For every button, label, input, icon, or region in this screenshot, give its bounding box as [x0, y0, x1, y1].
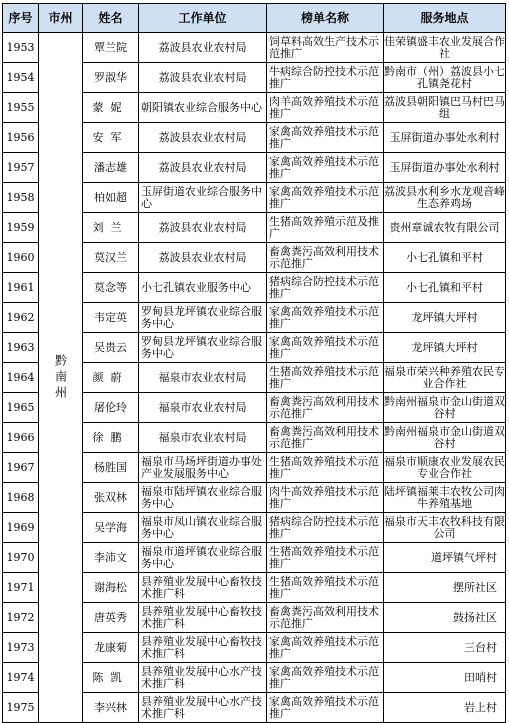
service-place: 玉屏街道办事处水利村	[384, 153, 506, 183]
service-place: 佳荣镇盛丰农业发展合作社	[384, 33, 506, 63]
work-unit: 县养殖业发展中心水产技术推广科	[139, 693, 267, 723]
service-place: 龙坪镇大坪村	[384, 303, 506, 333]
person-name: 覃兰院	[83, 33, 139, 63]
person-name: 刘兰	[83, 213, 139, 243]
person-name: 吴学海	[83, 513, 139, 543]
table-header-row	[3, 4, 506, 33]
row-number: 1975	[3, 693, 39, 723]
list-name: 猪病综合防控技术示范推广	[267, 273, 384, 303]
service-place: 道坪镇气坪村	[384, 543, 506, 573]
row-number: 1974	[3, 663, 39, 693]
person-name: 张双林	[83, 483, 139, 513]
work-unit: 荔波县农业农村局	[139, 243, 267, 273]
service-place: 黔南州福泉市金山街道双谷村	[384, 393, 506, 423]
row-number: 1967	[3, 453, 39, 483]
row-number: 1970	[3, 543, 39, 573]
work-unit: 罗甸县龙坪镇农业综合服务中心	[139, 303, 267, 333]
work-unit: 荔波县农业农村局	[139, 123, 267, 153]
header-no: 序号	[3, 4, 39, 33]
list-name: 生猪高效养殖示范及推广	[267, 213, 384, 243]
row-number: 1969	[3, 513, 39, 543]
row-number: 1963	[3, 333, 39, 363]
row-number: 1956	[3, 123, 39, 153]
person-name: 蒙妮	[83, 93, 139, 123]
row-number: 1966	[3, 423, 39, 453]
row-number: 1971	[3, 573, 39, 603]
service-place: 三台村	[384, 633, 506, 663]
header-list: 榜单名称	[267, 4, 384, 33]
list-name: 牛病综合防控技术示范推广	[267, 63, 384, 93]
row-number: 1959	[3, 213, 39, 243]
service-place: 荔波县水利乡水龙观音峰生态养鸡场	[384, 183, 506, 213]
work-unit: 福泉市农业农村局	[139, 363, 267, 393]
row-number: 1972	[3, 603, 39, 633]
work-unit: 朝阳镇农业综合服务中心	[139, 93, 267, 123]
header-place: 服务地点	[384, 4, 506, 33]
work-unit: 福泉市农业农村局	[139, 393, 267, 423]
person-name: 颜蔚	[83, 363, 139, 393]
prefecture-cell: 黔南州	[39, 33, 83, 723]
list-name: 生猪高效养殖技术示范推广	[267, 573, 384, 603]
work-unit: 福泉市凤山镇农业综合服务中心	[139, 513, 267, 543]
work-unit: 福泉市道坪镇农业综合服务中心	[139, 543, 267, 573]
person-name: 安军	[83, 123, 139, 153]
list-name: 肉牛高效养殖技术示范推广	[267, 483, 384, 513]
list-name: 畜禽粪污高效利用技术示范推广	[267, 243, 384, 273]
list-name: 生猪高效养殖技术示范推广	[267, 453, 384, 483]
service-place: 田哨村	[384, 663, 506, 693]
list-name: 饲草料高效生产技术示范推广	[267, 33, 384, 63]
list-name: 家禽高效养殖技术示范推广	[267, 333, 384, 363]
work-unit: 县养殖业发展中心水产技术推广科	[139, 663, 267, 693]
row-number: 1962	[3, 303, 39, 333]
person-name: 杨胜国	[83, 453, 139, 483]
service-place: 黔南市（州）荔波县小七孔镇尧花村	[384, 63, 506, 93]
work-unit: 县养殖业发展中心畜牧技术推广科	[139, 603, 267, 633]
person-name: 莫念等	[83, 273, 139, 303]
list-name: 家禽高效养殖技术示范推广	[267, 693, 384, 723]
list-name: 家禽高效养殖技术示范推广	[267, 123, 384, 153]
service-place: 荔波县朝阳镇巴马村巴马组	[384, 93, 506, 123]
service-place: 鼓扬社区	[384, 603, 506, 633]
person-name: 吴贵云	[83, 333, 139, 363]
work-unit: 县养殖业发展中心畜牧技术推广科	[139, 573, 267, 603]
person-name: 龙康菊	[83, 633, 139, 663]
row-number: 1961	[3, 273, 39, 303]
service-place: 福泉市天丰农牧科技有限公司	[384, 513, 506, 543]
person-name: 柏如超	[83, 183, 139, 213]
work-unit: 荔波县农业农村局	[139, 153, 267, 183]
list-name: 家禽高效养殖技术示范推广	[267, 663, 384, 693]
work-unit: 小七孔镇农业服务中心	[139, 273, 267, 303]
award-list-table	[2, 3, 506, 723]
work-unit: 县养殖业发展中心畜牧技术推广科	[139, 633, 267, 663]
service-place: 岩上村	[384, 693, 506, 723]
service-place: 黔南州福泉市金山街道双谷村	[384, 423, 506, 453]
person-name: 谢海松	[83, 573, 139, 603]
list-name: 家禽高效养殖技术示范推广	[267, 633, 384, 663]
service-place: 小七孔镇和平村	[384, 273, 506, 303]
header-prefecture: 市州	[39, 4, 83, 33]
list-name: 畜禽粪污高效利用技术示范推广	[267, 393, 384, 423]
work-unit: 荔波县农业农村局	[139, 33, 267, 63]
row-number: 1964	[3, 363, 39, 393]
service-place: 福泉市顺康农业发展农民专业合作社	[384, 453, 506, 483]
header-name: 姓名	[83, 4, 139, 33]
service-place: 贵州章诚农牧有限公司	[384, 213, 506, 243]
list-name: 家禽高效养殖技术示范推广	[267, 303, 384, 333]
work-unit: 福泉市陆坪镇农业综合服务中心	[139, 483, 267, 513]
list-name: 猪病综合防控技术示范推广	[267, 513, 384, 543]
row-number: 1960	[3, 243, 39, 273]
person-name: 陈凯	[83, 663, 139, 693]
person-name: 韦定英	[83, 303, 139, 333]
row-number: 1965	[3, 393, 39, 423]
row-number: 1973	[3, 633, 39, 663]
service-place: 陆坪镇福莱丰农牧公司肉牛养殖基地	[384, 483, 506, 513]
person-name: 潘志雄	[83, 153, 139, 183]
work-unit: 玉屏街道农业综合服务中心	[139, 183, 267, 213]
row-number: 1955	[3, 93, 39, 123]
work-unit: 福泉市农业农村局	[139, 423, 267, 453]
person-name: 莫汉兰	[83, 243, 139, 273]
service-place: 小七孔镇和平村	[384, 243, 506, 273]
list-name: 生猪高效养殖技术示范推广	[267, 543, 384, 573]
person-name: 罗淑华	[83, 63, 139, 93]
person-name: 唐英秀	[83, 603, 139, 633]
row-number: 1968	[3, 483, 39, 513]
list-name: 生猪高效养殖技术示范推广	[267, 363, 384, 393]
list-name: 家禽高效养殖技术示范推广	[267, 183, 384, 213]
row-number: 1954	[3, 63, 39, 93]
row-number: 1958	[3, 183, 39, 213]
list-name: 家禽高效养殖技术示范推广	[267, 153, 384, 183]
service-place: 福泉市荣兴种养殖农民专业合作社	[384, 363, 506, 393]
person-name: 屠伦玲	[83, 393, 139, 423]
header-unit: 工作单位	[139, 4, 267, 33]
person-name: 徐鹏	[83, 423, 139, 453]
work-unit: 荔波县农业农村局	[139, 63, 267, 93]
list-name: 畜禽粪污高效利用技术示范推广	[267, 603, 384, 633]
service-place: 龙坪镇大坪村	[384, 333, 506, 363]
list-name: 畜禽粪污高效利用技术示范推广	[267, 423, 384, 453]
service-place: 玉屏街道办事处水利村	[384, 123, 506, 153]
work-unit: 荔波县农业农村局	[139, 213, 267, 243]
person-name: 李兴林	[83, 693, 139, 723]
person-name: 李沛文	[83, 543, 139, 573]
service-place: 摆所社区	[384, 573, 506, 603]
row-number: 1957	[3, 153, 39, 183]
work-unit: 福泉市马场坪街道办事处产业发展服务中心	[139, 453, 267, 483]
table-row	[3, 33, 506, 63]
work-unit: 罗甸县龙坪镇农业综合服务中心	[139, 333, 267, 363]
row-number: 1953	[3, 33, 39, 63]
list-name: 肉羊高效养殖技术示范推广	[267, 93, 384, 123]
